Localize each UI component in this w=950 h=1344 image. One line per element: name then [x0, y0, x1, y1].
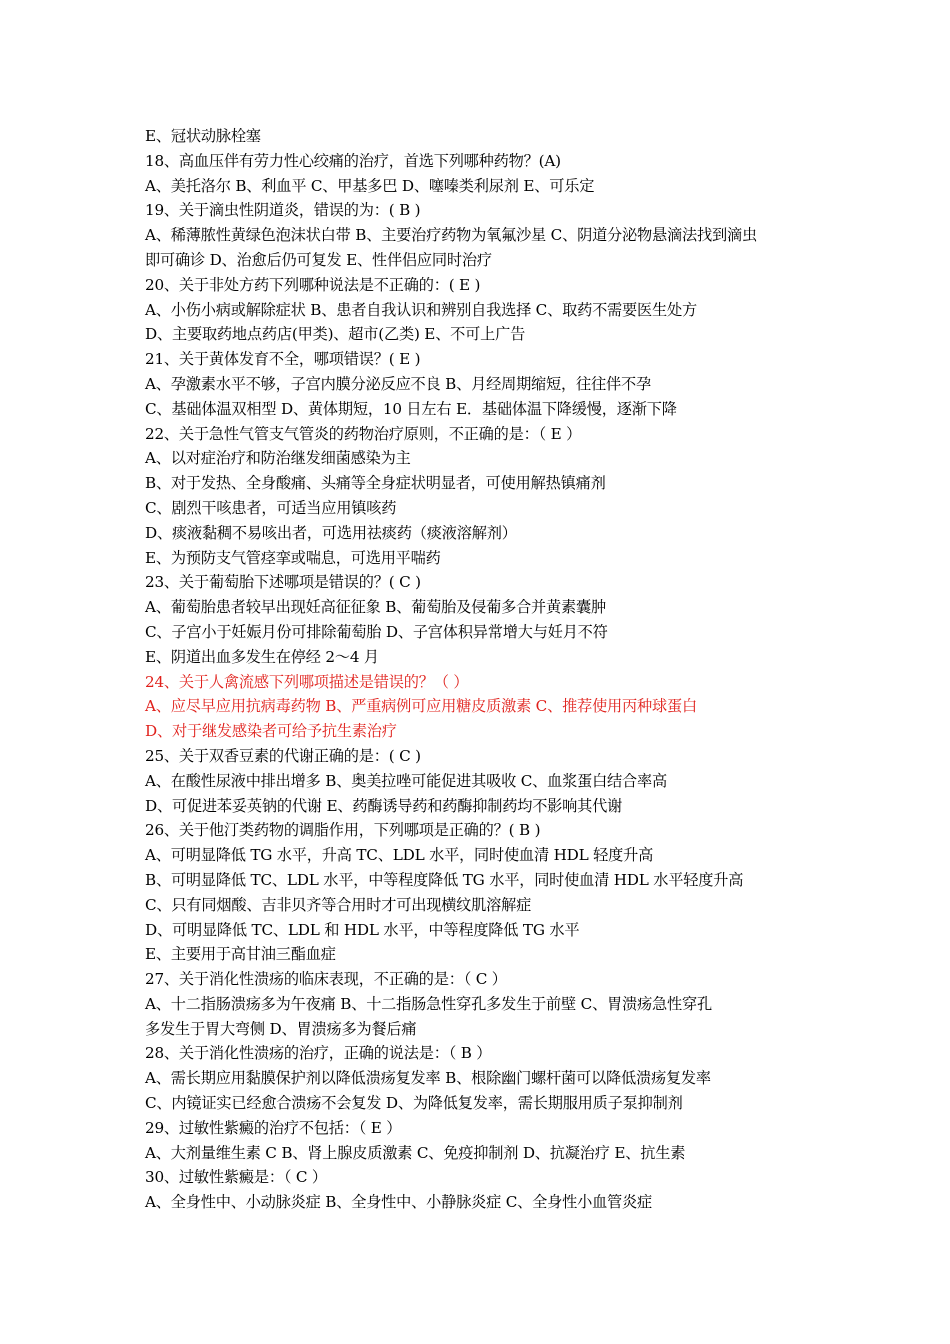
text-line: B、对于发热、全身酸痛、头痛等全身症状明显者，可使用解热镇痛剂: [145, 474, 606, 493]
text-line: A、稀薄脓性黄绿色泡沫状白带 B、主要治疗药物为氧氟沙星 C、阴道分泌物悬滴法找到滴虫: [145, 226, 757, 245]
text-line-highlighted: A、应尽早应用抗病毒药物 B、严重病例可应用糖皮质激素 C、推荐使用丙种球蛋白: [145, 697, 697, 716]
question-22: 22、关于急性气管支气管炎的药物治疗原则，不正确的是：（ E ）: [145, 424, 582, 443]
text-line: D、主要取药地点药店(甲类)、超市(乙类) E、不可上广告: [145, 325, 526, 344]
question-28: 28、关于消化性溃疡的治疗，正确的说法是：（ B ）: [145, 1044, 492, 1063]
question-29: 29、过敏性紫癜的治疗不包括：（ E ）: [145, 1118, 402, 1137]
text-line: A、孕激素水平不够，子宫内膜分泌反应不良 B、月经周期缩短，往往伴不孕: [145, 374, 651, 393]
text-line: E、冠状动脉栓塞: [145, 127, 261, 145]
text-line: B、可明显降低 TC、LDL 水平，中等程度降低 TG 水平，同时使血清 HDL 水平轻度升高: [145, 870, 744, 889]
text-line: C、内镜证实已经愈合溃疡不会复发 D、为降低复发率，需长期服用质子泵抑制剂: [145, 1094, 683, 1113]
text-line: A、在酸性尿液中排出增多 B、奥美拉唑可能促进其吸收 C、血浆蛋白结合率高: [145, 771, 668, 790]
text-line: C、子宫小于妊娠月份可排除葡萄胎 D、子宫体积异常增大与妊月不符: [145, 622, 608, 641]
text-line: E、阴道出血多发生在停经 2～4 月: [145, 647, 379, 666]
text-line: A、十二指肠溃疡多为午夜痛 B、十二指肠急性穿孔多发生于前壁 C、胃溃疡急性穿孔: [145, 994, 712, 1013]
text-line: D、痰液黏稠不易咳出者，可选用祛痰药（痰液溶解剂）: [145, 523, 517, 542]
text-line: 即可确诊 D、治愈后仍可复发 E、性伴侣应同时治疗: [145, 250, 492, 269]
text-line: C、基础体温双相型 D、黄体期短，10 日左右 E．基础体温下降缓慢，逐渐下降: [145, 399, 677, 418]
text-line: D、可促进苯妥英钠的代谢 E、药酶诱导药和药酶抑制药均不影响其代谢: [145, 796, 623, 815]
question-30: 30、过敏性紫癜是：（ C ）: [145, 1168, 327, 1187]
text-line: A、美托洛尔 B、利血平 C、甲基多巴 D、噻嗪类利尿剂 E、可乐定: [145, 176, 595, 195]
question-19: 19、关于滴虫性阴道炎，错误的为：( B ): [145, 201, 421, 220]
question-25: 25、关于双香豆素的代谢正确的是：( C ): [145, 746, 421, 765]
text-line: A、以对症治疗和防治继发细菌感染为主: [145, 449, 411, 468]
question-21: 21、关于黄体发育不全，哪项错误？( E ): [145, 350, 421, 369]
text-line-highlighted: D、对于继发感染者可给予抗生素治疗: [145, 722, 397, 741]
question-26: 26、关于他汀类药物的调脂作用，下列哪项是正确的？( B ): [145, 821, 541, 840]
text-line: A、需长期应用黏膜保护剂以降低溃疡复发率 B、根除幽门螺杆菌可以降低溃疡复发率: [145, 1069, 711, 1088]
text-line: E、主要用于高甘油三酯血症: [145, 945, 336, 964]
text-line: A、葡萄胎患者较早出现妊高征征象 B、葡萄胎及侵葡多合并黄素囊肿: [145, 598, 606, 617]
text-line: A、大剂量维生素 C B、肾上腺皮质激素 C、免疫抑制剂 D、抗凝治疗 E、抗生素: [145, 1143, 686, 1162]
question-23: 23、关于葡萄胎下述哪项是错误的？( C ): [145, 573, 421, 592]
question-27: 27、关于消化性溃疡的临床表现，不正确的是：（ C ）: [145, 970, 507, 989]
text-line: A、小伤小病或解除症状 B、患者自我认识和辨别自我选择 C、取药不需要医生处方: [145, 300, 697, 319]
text-line: A、全身性中、小动脉炎症 B、全身性中、小静脉炎症 C、全身性小血管炎症: [145, 1193, 653, 1212]
text-line: A、可明显降低 TG 水平，升高 TC、LDL 水平，同时使血清 HDL 轻度升高: [145, 846, 654, 865]
text-line: E、为预防支气管痉挛或喘息，可选用平喘药: [145, 548, 441, 567]
question-20: 20、关于非处方药下列哪种说法是不正确的：( E ): [145, 275, 481, 294]
document-page: [145, 124, 825, 1215]
text-line: C、剧烈干咳患者，可适当应用镇咳药: [145, 498, 397, 517]
text-line: C、只有同烟酸、吉非贝齐等合用时才可出现横纹肌溶解症: [145, 895, 532, 914]
text-line: D、可明显降低 TC、LDL 和 HDL 水平，中等程度降低 TG 水平: [145, 920, 580, 939]
text-line: 多发生于胃大弯侧 D、胃溃疡多为餐后痛: [145, 1019, 417, 1038]
question-24-highlighted: 24、关于人禽流感下列哪项描述是错误的？（ ）: [145, 672, 469, 691]
question-18: 18、高血压伴有劳力性心绞痛的治疗，首选下列哪种药物？(A): [145, 151, 561, 170]
